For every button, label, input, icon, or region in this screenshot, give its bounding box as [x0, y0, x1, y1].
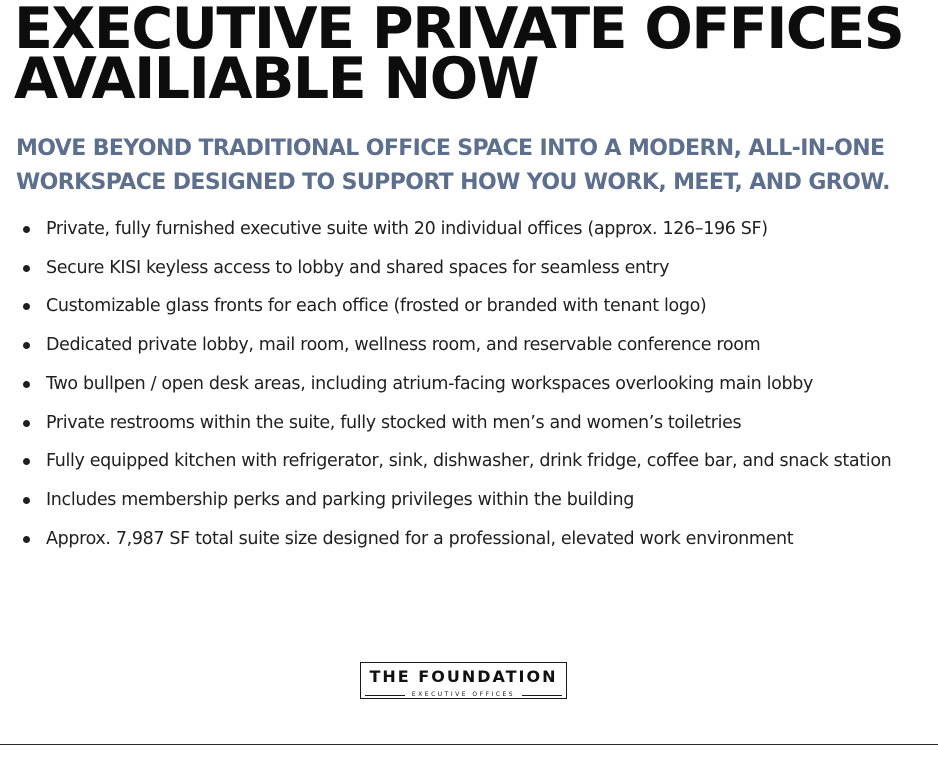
feature-text: Private, fully furnished executive suite with 20 individual offices (approx. 126–196 SF): [46, 219, 768, 239]
feature-item: [0, 249, 938, 288]
foundation-logo: [360, 662, 567, 699]
bottom-divider: [0, 744, 938, 745]
logo-title: THE FOUNDATION: [369, 667, 558, 686]
feature-text: Approx. 7,987 SF total suite size designed for a professional, elevated work environment: [46, 528, 794, 549]
feature-text: Fully equipped kitchen with refrigerator, sink, dishwasher, drink fridge, coffee bar, and snack station: [46, 451, 892, 472]
feature-item: [0, 481, 938, 520]
feature-text: Secure KISI keyless access to lobby and shared spaces for seamless entry: [46, 257, 670, 278]
bullet-icon: [23, 458, 30, 465]
feature-text: Includes membership perks and parking privileges within the building: [46, 489, 634, 510]
headline-line-1: EXECUTIVE PRIVATE OFFICES: [14, 0, 904, 62]
headline-line-2: AVAILIABLE NOW: [14, 46, 539, 112]
feature-item: [0, 326, 938, 365]
subheadline-line-2: WORKSPACE DESIGNED TO SUPPORT HOW YOU WORK, MEET, AND GROW.: [16, 170, 890, 195]
subheadline-line-1: MOVE BEYOND TRADITIONAL OFFICE SPACE INTO A MODERN, ALL-IN-ONE: [16, 136, 885, 161]
feature-text: Private restrooms within the suite, fully stocked with men’s and women’s toiletries: [46, 412, 742, 433]
logo-divider-right: [522, 695, 562, 696]
feature-text: Dedicated private lobby, mail room, wellness room, and reservable conference room: [46, 335, 761, 356]
feature-text: Two bullpen / open desk areas, including atrium-facing workspaces overlooking main lobby: [46, 373, 814, 394]
feature-item: [0, 365, 938, 404]
bullet-icon: [23, 226, 30, 233]
page-headline: [14, 0, 904, 112]
bullet-icon: [23, 536, 30, 543]
feature-item: [0, 210, 938, 249]
feature-item: [0, 520, 938, 559]
bullet-icon: [23, 381, 30, 388]
feature-item: [0, 404, 938, 443]
bullet-icon: [23, 303, 30, 310]
feature-list: [0, 210, 938, 558]
feature-item: [0, 287, 938, 326]
feature-text: Customizable glass fronts for each office (frosted or branded with tenant logo): [46, 296, 707, 317]
logo-subtitle-row: [361, 692, 566, 698]
feature-item: [0, 442, 938, 481]
bullet-icon: [23, 497, 30, 504]
bullet-icon: [23, 342, 30, 349]
logo-subtitle: EXECUTIVE OFFICES: [411, 691, 516, 698]
page-subheadline: [16, 132, 926, 200]
bullet-icon: [23, 420, 30, 427]
bullet-icon: [23, 265, 30, 272]
